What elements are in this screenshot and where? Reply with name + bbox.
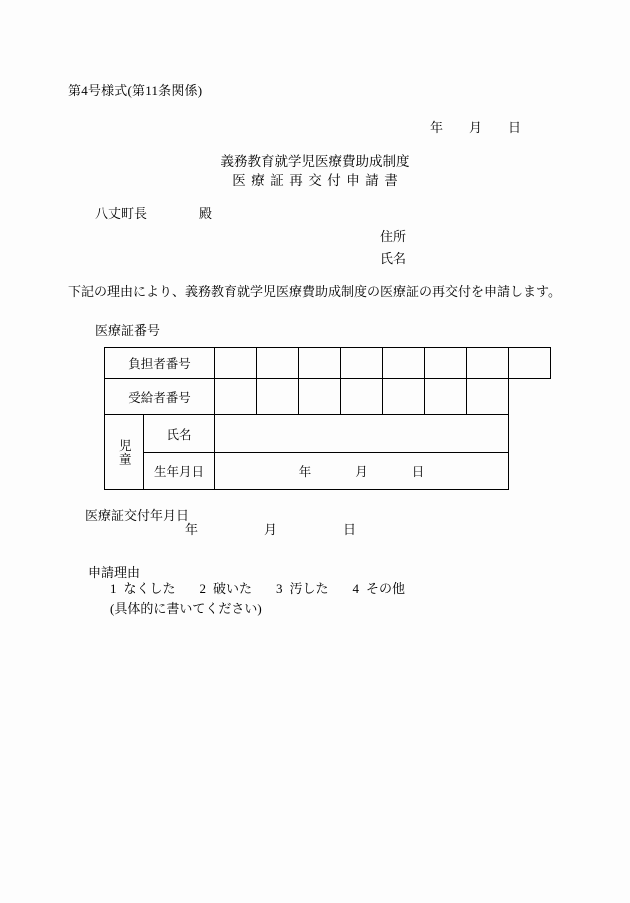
addressee-honorific: 殿 (199, 206, 213, 221)
certificate-table (104, 347, 554, 490)
addressee-name: 八丈町長 (95, 206, 148, 221)
reason-label: 申請理由 (88, 565, 141, 580)
payer-number-box[interactable] (467, 347, 509, 379)
submission-date-year: 年 (430, 120, 444, 135)
recipient-number-box[interactable] (383, 379, 425, 415)
payer-number-box[interactable] (425, 347, 467, 379)
reason-option-text: 破いた (213, 581, 253, 596)
form-number: 第4号様式(第11条関係) (68, 83, 203, 98)
applicant-name-label: 氏名 (380, 251, 407, 266)
reason-option-number: 3 (276, 581, 283, 596)
payer-number-label: 負担者番号 (104, 347, 215, 379)
payer-number-box[interactable] (215, 347, 257, 379)
issue-date-month: 月 (264, 522, 278, 537)
payer-number-box[interactable] (257, 347, 299, 379)
submission-date-line (430, 117, 521, 136)
reason-option-list (110, 578, 405, 597)
reason-option-number: 1 (110, 581, 117, 596)
recipient-number-box[interactable] (341, 379, 383, 415)
issue-date-label: 医療証交付年月日 (85, 508, 190, 523)
submission-date-day: 日 (508, 120, 522, 135)
reason-option-text: その他 (366, 581, 406, 596)
body-sentence: 下記の理由により、義務教育就学児医療費助成制度の医療証の再交付を申請します。 (68, 284, 561, 299)
child-dob-value[interactable] (215, 453, 509, 490)
recipient-number-label: 受給者番号 (104, 379, 215, 415)
applicant-block (380, 226, 406, 270)
reason-option[interactable] (276, 578, 329, 597)
payer-number-box[interactable] (509, 347, 551, 379)
reason-option-text: 汚した (289, 581, 329, 596)
addressee-line (95, 203, 212, 222)
title-line-1: 義務教育就学児医療費助成制度 (220, 154, 410, 169)
payer-number-box[interactable] (383, 347, 425, 379)
child-name-label: 氏名 (144, 415, 215, 453)
recipient-number-box[interactable] (215, 379, 257, 415)
child-label-text: 児童 (117, 438, 132, 466)
child-label (104, 415, 144, 490)
issue-date-day: 日 (343, 522, 357, 537)
child-dob-year: 年 (298, 465, 312, 479)
issue-date-fields (185, 519, 356, 538)
reason-option[interactable] (353, 578, 406, 597)
reason-option-text: なくした (123, 581, 176, 596)
payer-number-box[interactable] (341, 347, 383, 379)
cert-number-label: 医療証番号 (95, 323, 161, 338)
child-dob-fields (299, 462, 425, 480)
issue-date-year: 年 (185, 522, 199, 537)
child-dob-day: 日 (411, 465, 425, 479)
applicant-address-label: 住所 (380, 229, 407, 244)
submission-date-month: 月 (469, 120, 483, 135)
reason-option[interactable] (200, 578, 253, 597)
child-dob-month: 月 (355, 465, 368, 479)
reason-note: (具体的に書いてください) (110, 601, 262, 616)
recipient-number-box[interactable] (299, 379, 341, 415)
recipient-number-box[interactable] (467, 379, 509, 415)
reason-option[interactable] (110, 578, 176, 597)
recipient-number-box[interactable] (425, 379, 467, 415)
payer-number-box[interactable] (299, 347, 341, 379)
reason-option-number: 4 (352, 581, 360, 596)
reason-option-number: 2 (199, 581, 207, 596)
title-line-2: 医療証再交付申請書 (232, 173, 404, 188)
child-name-value[interactable] (215, 415, 509, 453)
document-title (0, 152, 630, 190)
child-dob-label: 生年月日 (144, 453, 215, 490)
recipient-number-box[interactable] (257, 379, 299, 415)
